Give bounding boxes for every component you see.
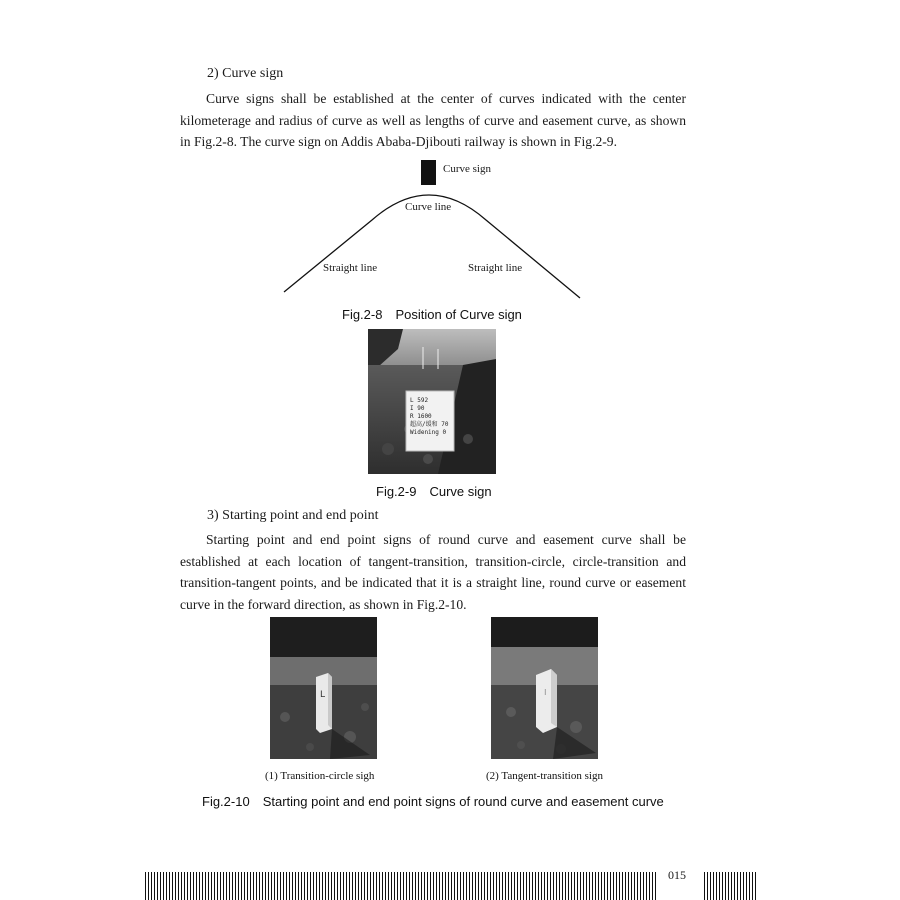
subfigure-caption-1: (1) Transition-circle sigh <box>265 770 375 782</box>
paragraph-curve-sign: Curve signs shall be established at the center of curves indicated with the center kilometerage and radius of curve as well as lengths of curve and easement curve, as shown in Fig.2-8. The curve sign on Addis Ababa-Djibouti railway is shown in Fig.2-9. <box>180 91 686 149</box>
sign-line: I 90 <box>410 405 425 412</box>
transition-circle-sign-photo <box>270 617 377 759</box>
section-heading-curve-sign: 2) Curve sign <box>207 66 284 81</box>
label-straight-line-left: Straight line <box>323 262 378 274</box>
tangent-transition-sign-photo <box>491 617 598 759</box>
figure-caption-2-10: Fig.2-10 Starting point and end point signs of round curve and easement curve <box>202 794 664 809</box>
figure-2-8-diagram <box>280 156 585 302</box>
curve-sign-marker <box>421 160 436 185</box>
paragraph-starting-end-point: Starting point and end point signs of round curve and easement curve shall be established at each location of tangent-transition, transition-circle, circle-transition and transition-tangent points, and be indicated that it is a straight line, round curve or easement curve in the forward direction, as shown in Fig.2-10. <box>180 532 686 612</box>
curve-sign-plate-text <box>410 397 448 437</box>
label-curve-line: Curve line <box>405 201 452 213</box>
curve-sign-photo <box>368 329 496 474</box>
svg-text:ᒪ: ᒪ <box>320 690 326 700</box>
sign-line: 超高/缓和 70 <box>410 421 449 428</box>
page-number: 015 <box>668 868 686 882</box>
figure-caption-2-8: Fig.2-8 Position of Curve sign <box>342 307 522 322</box>
subfigure-caption-2: (2) Tangent-transition sign <box>486 770 603 782</box>
sign-line: R 1600 <box>410 413 432 420</box>
footer-decorative-bars-right <box>704 872 757 900</box>
sign-line: Widening 0 <box>410 429 447 436</box>
footer-decorative-bars-left <box>145 872 657 900</box>
label-curve-sign: Curve sign <box>443 163 491 175</box>
label-straight-line-right: Straight line <box>468 262 523 274</box>
svg-text:⁝: ⁝ <box>544 688 547 697</box>
sign-line: L 592 <box>410 397 429 404</box>
section-heading-starting-end-point: 3) Starting point and end point <box>207 508 379 523</box>
figure-caption-2-9: Fig.2-9 Curve sign <box>376 484 492 499</box>
